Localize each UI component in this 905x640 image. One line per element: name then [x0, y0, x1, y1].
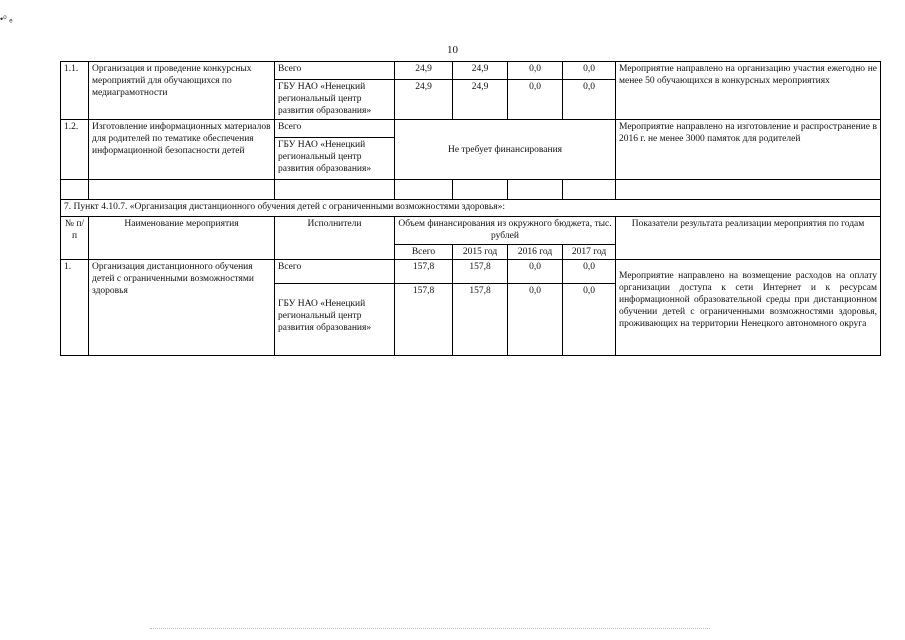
table-row: [61, 260, 881, 284]
empty-cell: [563, 180, 616, 200]
amount-2016: 0,0: [508, 62, 563, 80]
amount-2016: 0,0: [508, 284, 563, 356]
amount-2017: 0,0: [563, 284, 616, 356]
header-year-2015: 2015 год: [453, 245, 508, 260]
amount-total: 157,8: [395, 260, 453, 284]
amount-2016: 0,0: [508, 260, 563, 284]
empty-cell: [508, 180, 563, 200]
result-text: Мероприятие направлено на изготовление и распространение в 2016 г. не менее 3000 памяток для родителей: [616, 120, 881, 180]
amount-2017: 0,0: [563, 80, 616, 120]
empty-cell: [453, 180, 508, 200]
header-year-2017: 2017 год: [563, 245, 616, 260]
table-row: [61, 120, 881, 138]
amount-2015: 24,9: [453, 62, 508, 80]
executor-org: ГБУ НАО «Ненецкий региональный центр развития образования»: [275, 80, 395, 120]
row-number: 1.: [61, 260, 89, 356]
funding-note: Не требует финансирования: [395, 120, 616, 180]
header-result: Показатели результата реализации мероприятия по годам: [616, 217, 881, 260]
amount-2015: 24,9: [453, 80, 508, 120]
amount-2016: 0,0: [508, 80, 563, 120]
section-title-row: [61, 200, 881, 217]
header-num: № п/п: [61, 217, 89, 260]
empty-row: [61, 180, 881, 200]
executor-org: ГБУ НАО «Ненецкий региональный центр развития образования»: [275, 284, 395, 356]
activity-name: Изготовление информационных материалов для родителей по тематике обеспечения информационной безопасности детей: [89, 120, 275, 180]
row-number: 1.2.: [61, 120, 89, 180]
header-name: Наименование мероприятия: [89, 217, 275, 260]
amount-2017: 0,0: [563, 260, 616, 284]
amount-total: 157,8: [395, 284, 453, 356]
scan-artifact-line: [150, 628, 710, 629]
amount-2017: 0,0: [563, 62, 616, 80]
executor-org: ГБУ НАО «Ненецкий региональный центр развития образования»: [275, 138, 395, 180]
executor-total: Всего: [275, 120, 395, 138]
result-text: Мероприятие направлено на организацию участия ежегодно не менее 50 обучающихся в конкурсных мероприятиях: [616, 62, 881, 120]
activity-name: Организация и проведение конкурсных мероприятий для обучающихся по медиаграмотности: [89, 62, 275, 120]
empty-cell: [275, 180, 395, 200]
amount-2015: 157,8: [453, 284, 508, 356]
header-year-2016: 2016 год: [508, 245, 563, 260]
section-title: 7. Пункт 4.10.7. «Организация дистанционного обучения детей с ограниченными возможностями здоровья»:: [61, 200, 881, 217]
header-year-total: Всего: [395, 245, 453, 260]
empty-cell: [395, 180, 453, 200]
amount-total: 24,9: [395, 80, 453, 120]
executor-total: Всего: [275, 62, 395, 80]
empty-cell: [616, 180, 881, 200]
header-funding: Объем финансирования из окружного бюджета, тыс. рублей: [395, 217, 616, 245]
result-text: Мероприятие направлено на возмещение расходов на оплату организации доступа к сети Интернет и к ресурсам информационной образовательной среды при дистанционном обучении детей с ограниченными возможностями здоровья, проживающих на территории Ненецкого автономного округа: [616, 260, 881, 356]
activities-table: [60, 61, 881, 356]
amount-2015: 157,8: [453, 260, 508, 284]
table-row: [61, 62, 881, 80]
empty-cell: [89, 180, 275, 200]
amount-total: 24,9: [395, 62, 453, 80]
table-header: [61, 217, 881, 245]
empty-cell: [61, 180, 89, 200]
header-executors: Исполнители: [275, 217, 395, 260]
page-number: 10: [447, 44, 458, 56]
row-number: 1.1.: [61, 62, 89, 120]
scan-mark: •⁰ ₑ: [0, 14, 13, 24]
executor-total: Всего: [275, 260, 395, 284]
activity-name: Организация дистанционного обучения детей с ограниченными возможностями здоровья: [89, 260, 275, 356]
